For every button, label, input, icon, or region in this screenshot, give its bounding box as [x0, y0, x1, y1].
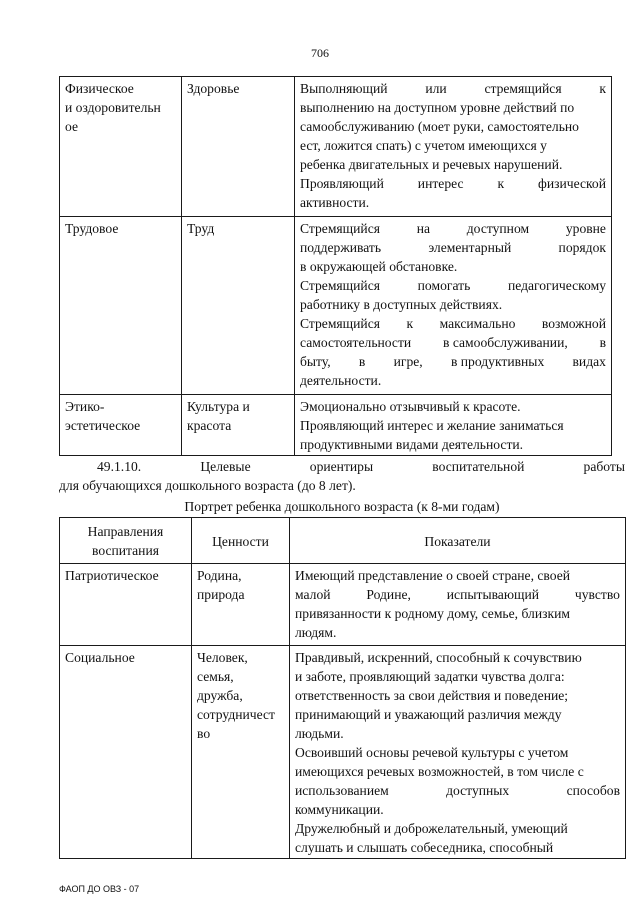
- text-word: или: [425, 81, 447, 96]
- value-cell-line: Труд: [187, 221, 215, 236]
- text-word: видах: [572, 354, 606, 369]
- text-line: имеющихся речевых возможностей, в том числе с: [295, 764, 584, 779]
- text-word: в продуктивных: [450, 354, 545, 369]
- value-cell-line: природа: [197, 587, 245, 602]
- text-word: Родине,: [366, 587, 411, 602]
- table-row: [60, 646, 626, 859]
- text-word: использованием: [295, 783, 389, 798]
- indicators-cell: [295, 77, 612, 217]
- direction-cell-line: Этико-: [65, 399, 105, 414]
- text-line: выполнению на доступном уровне действий по: [300, 100, 575, 115]
- text-line: самообслуживанию (моет руки, самостоятельно: [300, 119, 579, 134]
- text-line: продуктивными видами деятельности.: [300, 437, 524, 452]
- value-cell-line: красота: [187, 418, 232, 433]
- text-word: доступных: [446, 783, 510, 798]
- direction-cell-line: Физическое: [65, 81, 134, 96]
- heading-word: Целевые: [200, 459, 251, 474]
- header-direction-line: Направления: [87, 524, 164, 539]
- heading-word: 49.1.10.: [97, 459, 142, 474]
- direction-cell-line: эстетическое: [65, 418, 141, 433]
- text-word: интерес: [417, 176, 464, 191]
- text-word: порядок: [558, 240, 606, 255]
- text-word: поддерживать: [300, 240, 382, 255]
- direction-cell-line: и оздоровительн: [65, 100, 161, 115]
- text-line: [295, 781, 620, 800]
- text-word: стремящийся: [484, 81, 562, 96]
- section-heading: [59, 457, 625, 495]
- indicators-cell: [295, 217, 612, 395]
- text-word: физической: [538, 176, 606, 191]
- table-header-row: [60, 518, 626, 564]
- text-word: Стремящийся: [300, 278, 380, 293]
- text-word: чувство: [574, 587, 620, 602]
- text-line: в окружающей обстановке.: [300, 259, 458, 274]
- text-line: Имеющий представление о своей стране, своей: [295, 568, 571, 583]
- text-line: коммуникации.: [295, 802, 384, 817]
- text-line: привязанности к родному дому, семье, близким: [295, 606, 570, 621]
- value-cell-line: дружба,: [197, 688, 243, 703]
- portrait-title: Портрет ребенка дошкольного возраста (к 8-ми годам): [184, 499, 500, 514]
- value-cell-line: семья,: [197, 669, 234, 684]
- text-line: слушать и слышать собеседника, способный: [295, 840, 554, 855]
- text-word: возможной: [541, 316, 606, 331]
- header-direction-line: воспитания: [92, 543, 159, 558]
- table-row: [60, 564, 626, 646]
- value-cell-line: сотрудничест: [197, 707, 275, 722]
- text-line: ест, ложится спать) с учетом имеющихся у: [300, 138, 547, 153]
- text-line: [300, 333, 606, 352]
- text-word: к: [497, 176, 505, 191]
- heading-word: воспитательной: [432, 459, 525, 474]
- portrait-table: [59, 517, 626, 859]
- text-word: способов: [566, 783, 620, 798]
- text-word: уровне: [565, 221, 606, 236]
- text-word: доступном: [466, 221, 530, 236]
- header-indicators: Показатели: [290, 518, 626, 564]
- value-cell-line: Культура и: [187, 399, 250, 414]
- text-line: и заботе, проявляющий задатки чувства долга:: [295, 669, 565, 684]
- text-word: максимально: [439, 316, 516, 331]
- text-line: активности.: [300, 195, 370, 210]
- text-line: Эмоционально отзывчивый к красоте.: [300, 399, 521, 414]
- text-line: работнику в доступных действиях.: [300, 297, 503, 312]
- text-line: [300, 238, 606, 257]
- text-line: Правдивый, искренний, способный к сочувствию: [295, 650, 582, 665]
- text-line: [300, 79, 606, 98]
- text-word: на: [416, 221, 431, 236]
- text-line: деятельности.: [300, 373, 382, 388]
- header-direction: [60, 518, 192, 564]
- page-number: 706: [311, 46, 329, 60]
- value-cell: [192, 564, 290, 646]
- direction-cell-line: Социальное: [65, 650, 135, 665]
- direction-cell-line: Трудовое: [65, 221, 119, 236]
- text-word: помогать: [417, 278, 471, 293]
- value-cell: [182, 217, 295, 395]
- text-word: Выполняющий: [300, 81, 388, 96]
- direction-cell-line: ое: [65, 119, 78, 134]
- text-word: элементарный: [428, 240, 512, 255]
- text-word: к: [599, 81, 606, 96]
- indicators-cell: [290, 564, 626, 646]
- text-line: ребенка двигательных и речевых нарушений.: [300, 157, 563, 172]
- text-line: людьми.: [295, 726, 344, 741]
- direction-cell: [60, 646, 192, 859]
- text-word: в: [599, 335, 606, 350]
- header-values: Ценности: [192, 518, 290, 564]
- table-row: [60, 217, 612, 395]
- direction-cell-line: Патриотическое: [65, 568, 159, 583]
- text-word: игре,: [393, 354, 423, 369]
- text-word: Стремящийся: [300, 221, 380, 236]
- text-word: в: [358, 354, 366, 369]
- text-line: Дружелюбный и доброжелательный, умеющий: [295, 821, 568, 836]
- value-cell-line: Человек,: [197, 650, 248, 665]
- text-word: педагогическому: [507, 278, 606, 293]
- values-table-continued: [59, 76, 612, 456]
- indicators-cell: [295, 395, 612, 456]
- direction-cell: [60, 217, 182, 395]
- text-line: [300, 314, 606, 333]
- text-word: в самообслуживании,: [443, 335, 568, 350]
- heading-word: ориентиры: [309, 459, 374, 474]
- table-row: [60, 395, 612, 456]
- document-footer: ФАОП ДО ОВЗ - 07: [59, 884, 140, 894]
- value-cell: [182, 77, 295, 217]
- text-line: Освоивший основы речевой культуры с учетом: [295, 745, 569, 760]
- text-word: испытывающий: [446, 587, 540, 602]
- section-heading-line2: для обучающихся дошкольного возраста (до 8 лет).: [59, 478, 356, 493]
- value-cell-line: Родина,: [197, 568, 242, 583]
- direction-cell: [60, 564, 192, 646]
- text-word: быту,: [300, 354, 331, 369]
- value-cell: [182, 395, 295, 456]
- text-line: [300, 276, 606, 295]
- indicators-cell: [290, 646, 626, 859]
- value-cell-line: Здоровье: [187, 81, 240, 96]
- text-word: Стремящийся: [300, 316, 380, 331]
- text-line: [295, 585, 620, 604]
- section-heading-line1: [59, 457, 625, 476]
- table-row: [60, 77, 612, 217]
- text-line: людям.: [295, 625, 337, 640]
- text-line: [300, 174, 606, 193]
- direction-cell: [60, 77, 182, 217]
- text-line: [300, 219, 606, 238]
- text-word: малой: [295, 587, 331, 602]
- text-line: принимающий и уважающий различия между: [295, 707, 562, 722]
- text-word: к: [406, 316, 414, 331]
- text-line: [300, 352, 606, 371]
- direction-cell: [60, 395, 182, 456]
- text-line: ответственность за свои действия и поведение;: [295, 688, 569, 703]
- text-word: самостоятельности: [300, 335, 412, 350]
- text-word: Проявляющий: [300, 176, 384, 191]
- text-line: Проявляющий интерес и желание заниматься: [300, 418, 564, 433]
- value-cell: [192, 646, 290, 859]
- heading-word: работы: [583, 459, 625, 474]
- value-cell-line: во: [197, 726, 211, 741]
